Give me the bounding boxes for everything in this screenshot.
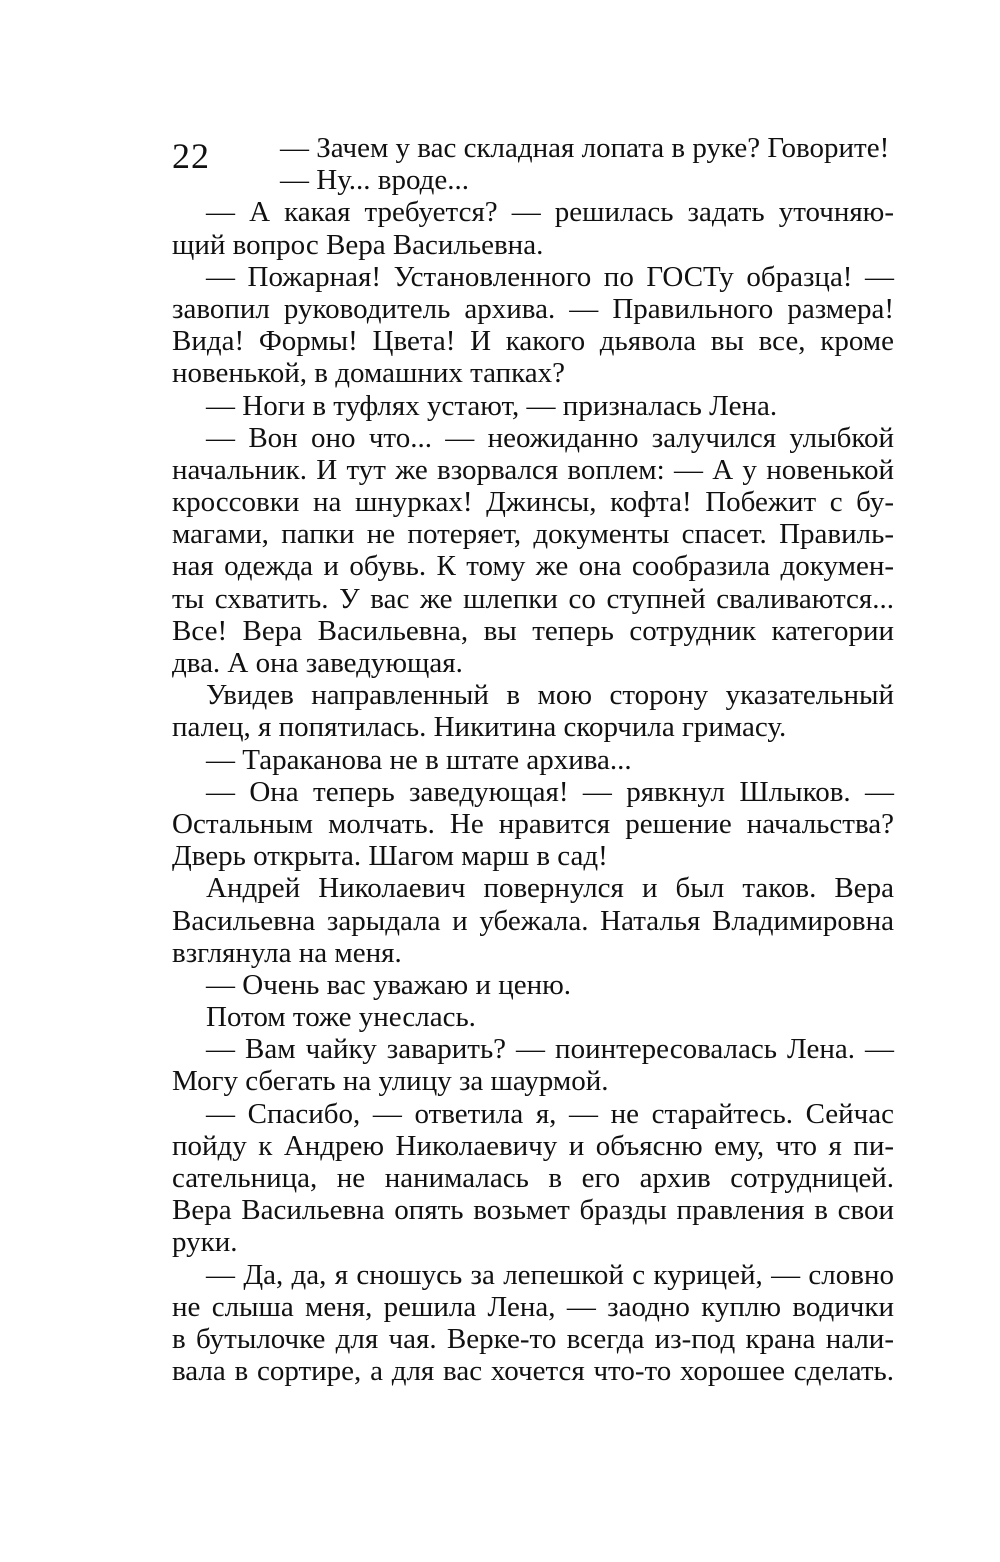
text-line: завопил руководитель архива. — Правильного размера!	[172, 292, 894, 325]
text-line: не слыша меня, решила Лена, — заодно куплю водички	[172, 1290, 894, 1323]
text-line: Могу сбегать на улицу за шаурмой.	[172, 1065, 609, 1098]
page-text	[172, 132, 894, 1387]
text-line: — Она теперь заведующая! — рявкнул Шлыков. —	[206, 775, 894, 808]
text-line: Васильевна зарыдала и убежала. Наталья Владимировна	[172, 904, 894, 937]
text-line: — Пожарная! Установленного по ГОСТу образца! —	[206, 260, 894, 293]
text-line: — А какая требуется? — решилась задать уточняю-	[206, 196, 894, 229]
text-line: Увидев направленный в мою сторону указательный	[206, 679, 894, 712]
text-line: Андрей Николаевич повернулся и был таков. Вера	[206, 872, 894, 905]
text-line: Потом тоже унеслась.	[206, 1001, 476, 1034]
text-line: Все! Вера Васильевна, вы теперь сотрудник категории	[172, 614, 894, 647]
text-line: Дверь открыта. Шагом марш в сад!	[172, 840, 608, 873]
text-line: — Вам чайку заварить? — поинтересовалась Лена. —	[206, 1033, 894, 1066]
text-line: — Ноги в туфлях устают, — призналась Лена.	[206, 389, 778, 422]
text-line: в бутылочке для чая. Верке-то всегда из-под крана нали-	[172, 1322, 894, 1355]
text-line: — Ну... вроде...	[280, 164, 470, 197]
text-line: ты схватить. У вас же шлепки со ступней сваливаются...	[172, 582, 894, 615]
text-line: новенькой, в домашних тапках?	[172, 357, 566, 390]
text-line: — Вон оно что... — неожиданно залучился улыбкой	[206, 421, 894, 454]
text-line: щий вопрос Вера Васильевна.	[172, 228, 544, 261]
text-line: взглянула на меня.	[172, 936, 402, 969]
text-line: — Спасибо, — ответила я, — не старайтесь. Сейчас	[206, 1097, 894, 1130]
text-line: начальник. И тут же взорвался воплем: — А у новенькой	[172, 453, 894, 486]
text-line: Остальным молчать. Не нравится решение начальства?	[172, 807, 894, 840]
text-line: — Очень вас уважаю и ценю.	[206, 968, 572, 1001]
text-line: пойду к Андрею Николаевичу и объясню ему, что я пи-	[172, 1129, 894, 1162]
text-line: — Тараканова не в штате архива...	[206, 743, 632, 776]
text-line: ная одежда и обувь. К тому же она сообразила докумен-	[172, 550, 894, 583]
text-line: вала в сортире, а для вас хочется что-то хорошее сделать.	[172, 1355, 894, 1388]
text-line: руки.	[172, 1226, 238, 1259]
text-line: Вера Васильевна опять возьмет бразды правления в свои	[172, 1194, 894, 1227]
text-line: Вида! Формы! Цвета! И какого дьявола вы все, кроме	[172, 325, 894, 358]
text-line: сательница, не нанималась в его архив сотрудницей.	[172, 1162, 894, 1194]
text-line: — Да, да, я сношусь за лепешкой с курицей, — словно	[206, 1258, 894, 1291]
text-line: два. А она заведующая.	[172, 647, 463, 679]
text-line: кроссовки на шнурках! Джинсы, кофта! Побежит с бу-	[172, 486, 894, 519]
text-line: палец, я попятилась. Никитина скорчила гримасу.	[172, 711, 787, 744]
page-number: 22	[172, 136, 210, 176]
text-line: — Зачем у вас складная лопата в руке? Говорите!	[280, 132, 890, 164]
text-line: магами, папки не потеряет, документы спасет. Правиль-	[172, 518, 894, 551]
